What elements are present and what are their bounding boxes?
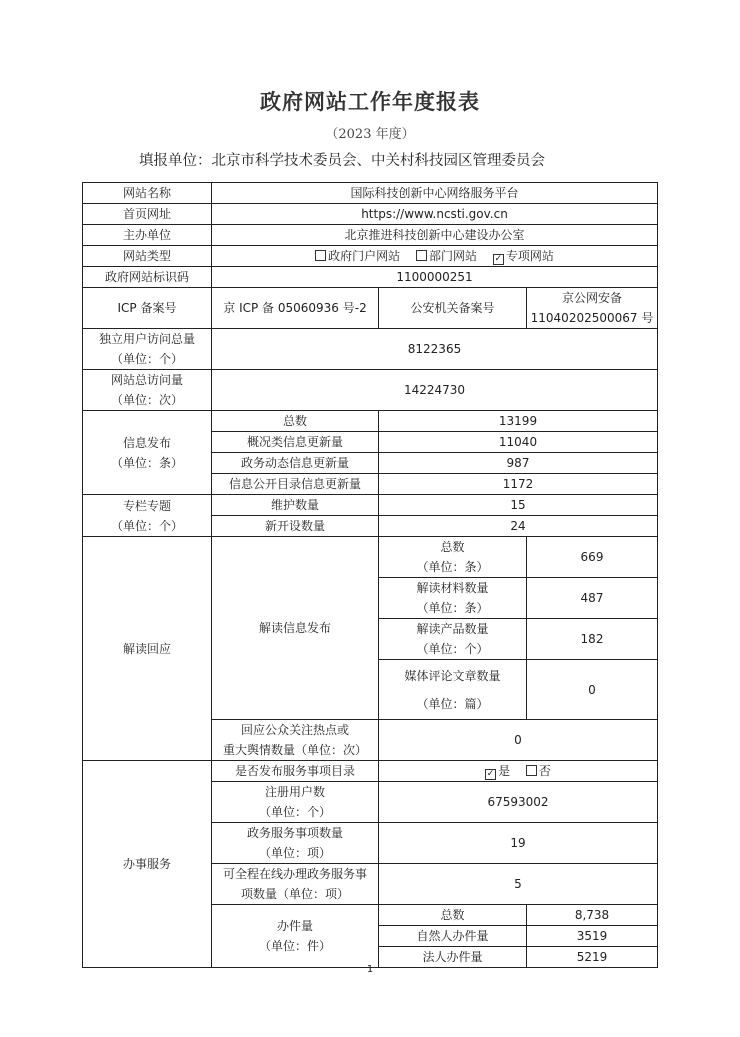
cases-person-label: 自然人办件量 — [379, 926, 527, 947]
cases-person-value: 3519 — [527, 926, 658, 947]
report-title: 政府网站工作年度报表 — [260, 89, 480, 114]
public-response-label: 回应公众关注热点或 重大舆情数量（单位：次） — [212, 720, 379, 761]
info-row-value: 13199 — [379, 411, 658, 432]
online-items-label: 可全程在线办理政务服务事 项数量（单位：项） — [212, 864, 379, 905]
info-row-label: 总数 — [212, 411, 379, 432]
site-type-option-special[interactable]: ✓ 专项网站 — [494, 249, 554, 264]
column-maintain-label: 维护数量 — [212, 495, 379, 516]
site-type-option-portal[interactable]: 政府门户网站 — [315, 249, 400, 263]
homepage-label: 首页网址 — [83, 204, 212, 225]
cases-label: 办件量 （单位：件） — [212, 905, 379, 968]
info-row-label: 概况类信息更新量 — [212, 432, 379, 453]
interpret-media-value: 0 — [527, 660, 658, 720]
checkbox-icon[interactable] — [315, 250, 326, 261]
police-record-label: 公安机关备案号 — [379, 288, 527, 329]
page-views-label: 网站总访问量 （单位：次） — [83, 370, 212, 411]
interpret-product-label: 解读产品数量 （单位：个） — [379, 619, 527, 660]
report-table — [82, 182, 658, 968]
homepage-value: https://www.ncsti.gov.cn — [212, 204, 658, 225]
interpret-material-label: 解读材料数量 （单位：条） — [379, 578, 527, 619]
sponsor-value: 北京推进科技创新中心建设办公室 — [212, 225, 658, 246]
site-type-label: 网站类型 — [83, 246, 212, 267]
report-year: （2023 年度） — [325, 127, 415, 142]
info-row-label: 政务动态信息更新量 — [212, 453, 379, 474]
info-row-label: 信息公开目录信息更新量 — [212, 474, 379, 495]
service-catalog-option-no[interactable]: 否 — [526, 764, 551, 778]
interpret-response-label: 解读回应 — [83, 537, 212, 761]
icp-label: ICP 备案号 — [83, 288, 212, 329]
site-id-label: 政府网站标识码 — [83, 267, 212, 288]
service-catalog-label: 是否发布服务事项目录 — [212, 761, 379, 782]
column-maintain-value: 15 — [379, 495, 658, 516]
site-name-value: 国际科技创新中心网络服务平台 — [212, 183, 658, 204]
cases-legal-label: 法人办件量 — [379, 947, 527, 968]
interpret-total-label: 总数 （单位：条） — [379, 537, 527, 578]
cases-total-value: 8,738 — [527, 905, 658, 926]
checkbox-icon[interactable]: ✓ — [494, 254, 503, 264]
row-sponsor — [83, 225, 658, 246]
site-type-option-department[interactable]: 部门网站 — [416, 249, 477, 263]
info-row-value: 11040 — [379, 432, 658, 453]
site-id-value: 1100000251 — [212, 267, 658, 288]
interpret-material-value: 487 — [527, 578, 658, 619]
site-name-label: 网站名称 — [83, 183, 212, 204]
police-record-value: 京公网安备 11040202500067 号 — [527, 288, 658, 329]
cases-total-label: 总数 — [379, 905, 527, 926]
row-page-views — [83, 370, 658, 411]
online-items-value: 5 — [379, 864, 658, 905]
filing-unit-value: 北京市科学技术委员会、中关村科技园区管理委员会 — [211, 153, 545, 169]
row-column-maintain — [83, 495, 658, 516]
info-row-value: 987 — [379, 453, 658, 474]
row-unique-visitors — [83, 329, 658, 370]
filing-unit — [139, 149, 545, 170]
info-release-label: 信息发布 （单位：条） — [83, 411, 212, 495]
registered-users-label: 注册用户数 （单位：个） — [212, 782, 379, 823]
public-response-value: 0 — [379, 720, 658, 761]
service-items-label: 政务服务事项数量 （单位：项） — [212, 823, 379, 864]
service-catalog-option-yes[interactable]: ✓ 是 — [486, 764, 511, 779]
site-type-options — [212, 246, 658, 267]
checkbox-icon[interactable] — [526, 765, 537, 776]
cases-legal-value: 5219 — [527, 947, 658, 968]
row-interpret-total — [83, 537, 658, 578]
column-new-label: 新开设数量 — [212, 516, 379, 537]
row-site-name — [83, 183, 658, 204]
registered-users-value: 67593002 — [379, 782, 658, 823]
interpret-product-value: 182 — [527, 619, 658, 660]
unique-visitors-value: 8122365 — [212, 329, 658, 370]
service-label: 办事服务 — [83, 761, 212, 968]
checkbox-icon[interactable]: ✓ — [486, 769, 495, 779]
row-icp — [83, 288, 658, 329]
icp-value: 京 ICP 备 05060936 号-2 — [212, 288, 379, 329]
interpret-release-label: 解读信息发布 — [212, 537, 379, 720]
interpret-media-label: 媒体评论文章数量 （单位：篇） — [379, 660, 527, 720]
filing-unit-label: 填报单位： — [139, 153, 212, 169]
info-row-value: 1172 — [379, 474, 658, 495]
service-items-value: 19 — [379, 823, 658, 864]
row-site-id — [83, 267, 658, 288]
service-catalog-options — [379, 761, 658, 782]
row-site-type — [83, 246, 658, 267]
column-topic-label: 专栏专题 （单位：个） — [83, 495, 212, 537]
page-number: 1 — [366, 964, 374, 975]
row-info-total — [83, 411, 658, 432]
unique-visitors-label: 独立用户访问总量 （单位：个） — [83, 329, 212, 370]
sponsor-label: 主办单位 — [83, 225, 212, 246]
interpret-total-value: 669 — [527, 537, 658, 578]
row-homepage — [83, 204, 658, 225]
page-views-value: 14224730 — [212, 370, 658, 411]
column-new-value: 24 — [379, 516, 658, 537]
checkbox-icon[interactable] — [416, 250, 427, 261]
row-service-catalog — [83, 761, 658, 782]
